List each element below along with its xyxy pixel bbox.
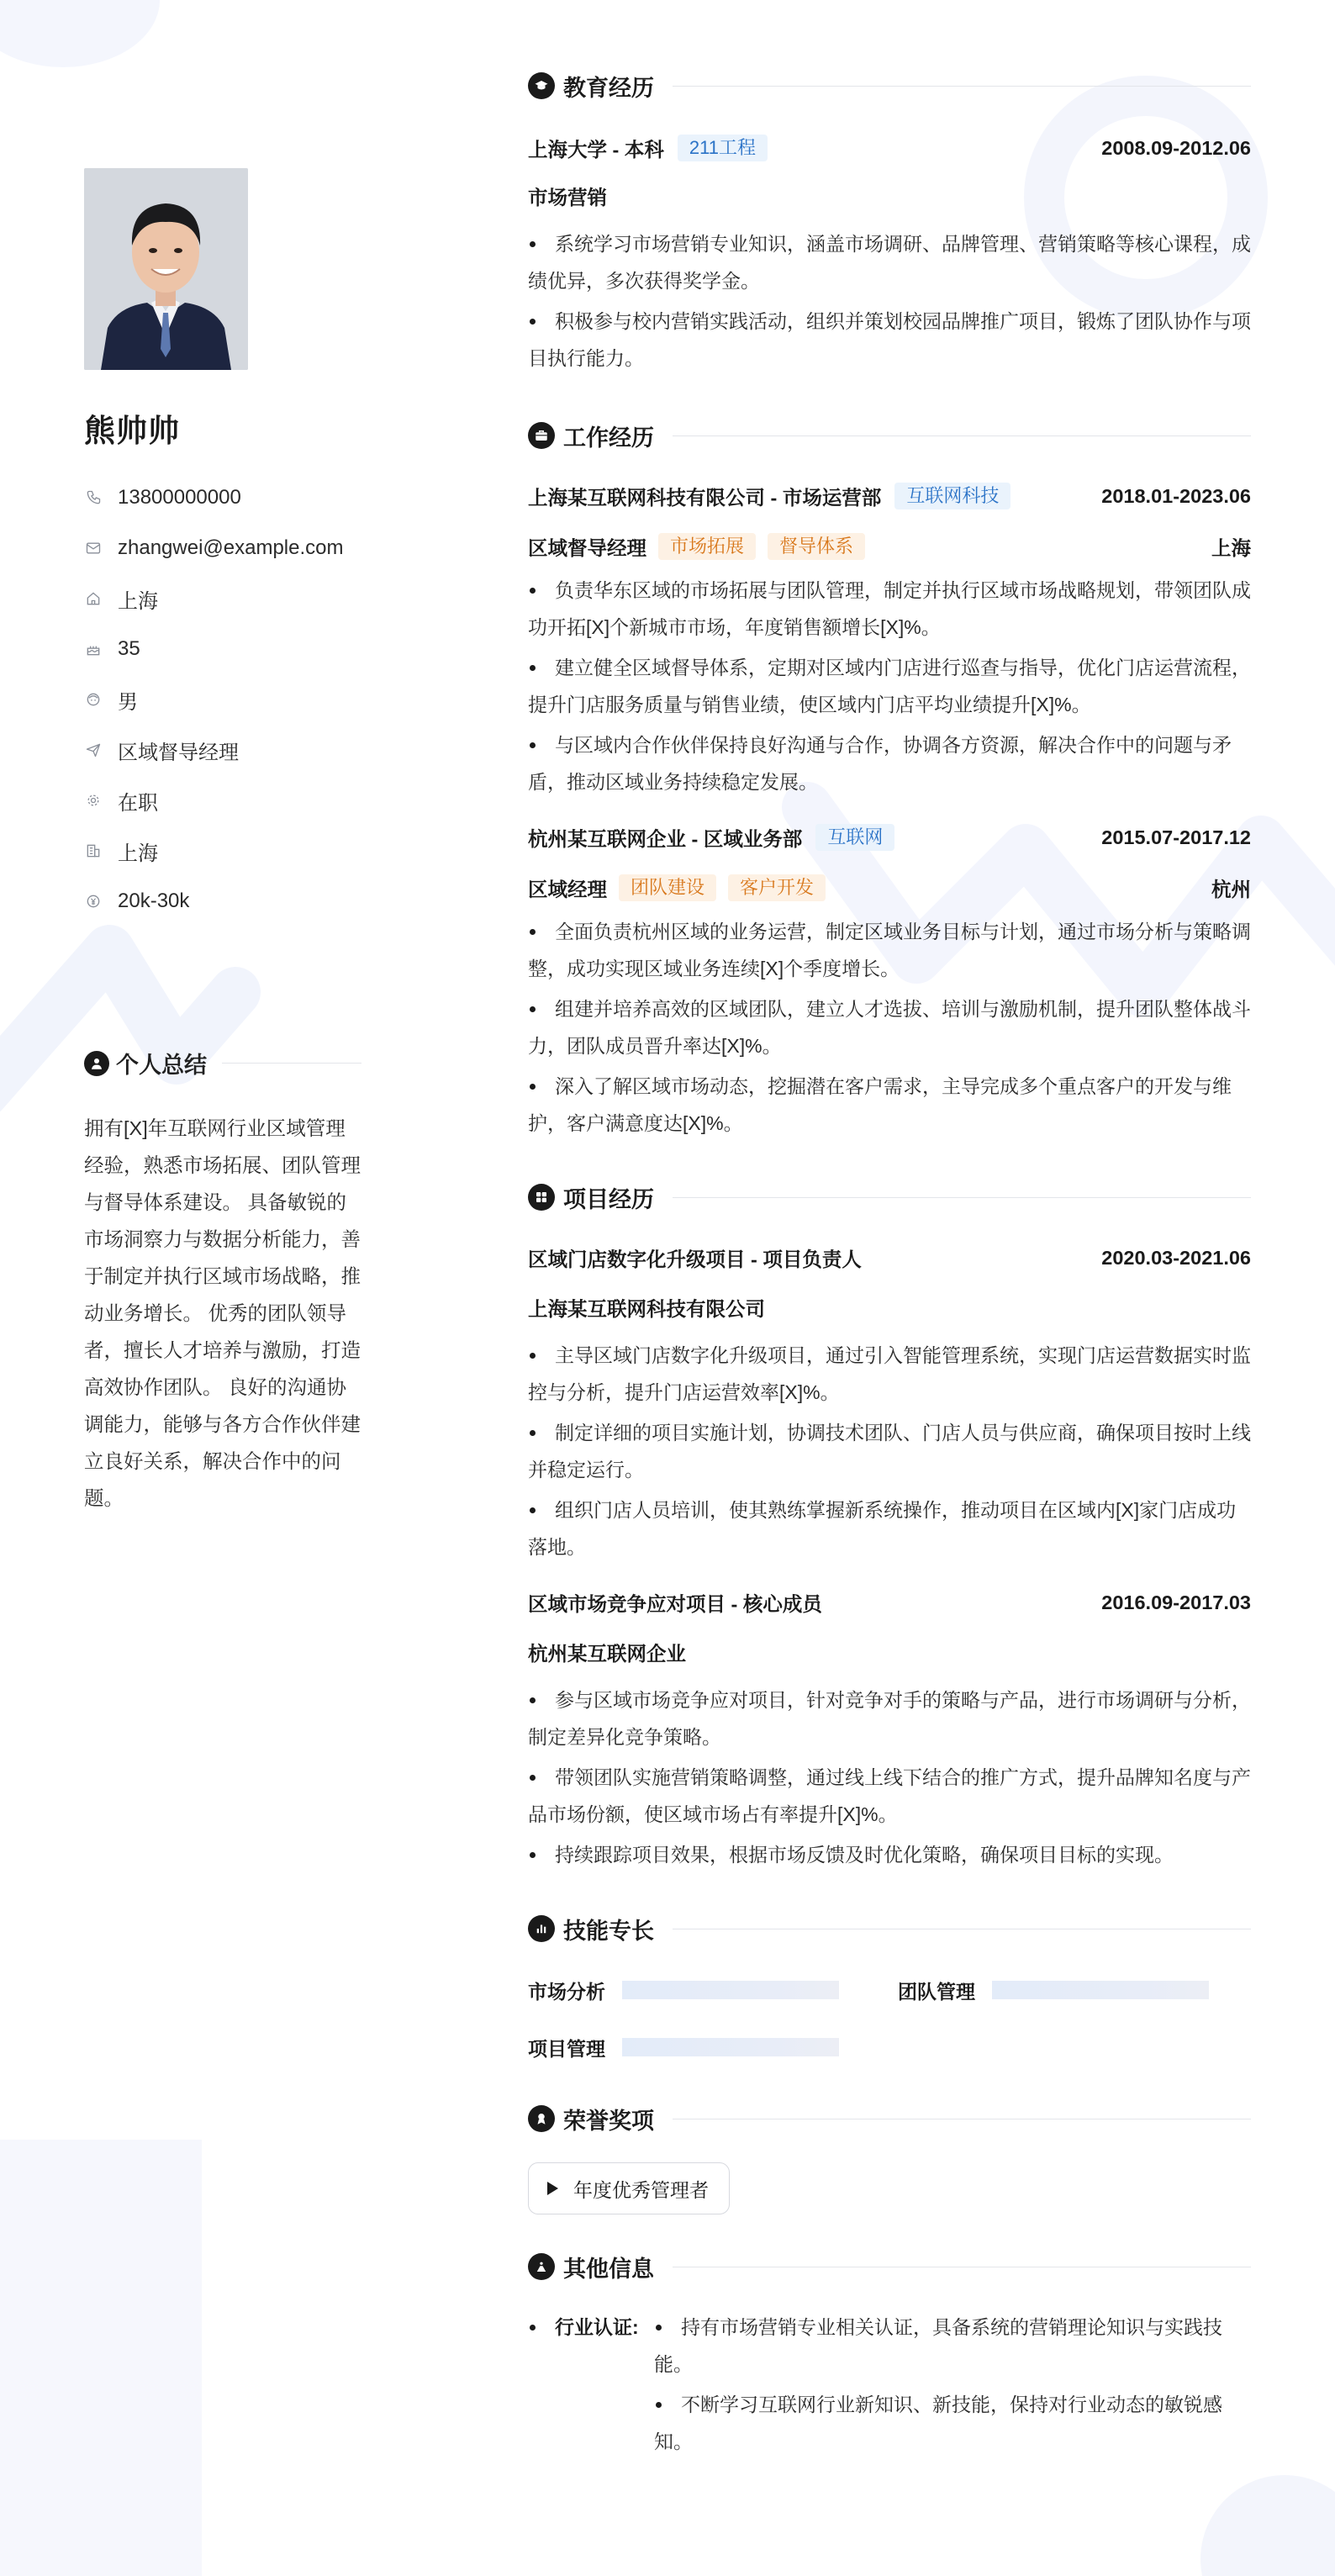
skills-title: 技能专长 — [563, 1918, 654, 1944]
grid-icon — [528, 1184, 555, 1211]
project-name: 区域门店数字化升级项目 - 项目负责人 — [528, 1248, 862, 1270]
other-list — [654, 2309, 1251, 2463]
status-icon — [84, 791, 103, 810]
education-school-row — [528, 134, 768, 162]
list-item: 深入了解区域市场动态，挖掘潜在客户需求，主导完成多个重点客户的开发与维护，客户满意度达[X]%。 — [528, 1068, 1251, 1142]
background-decoration — [0, 2140, 202, 2576]
list-item: 组织门店人员培训，使其熟练掌握新系统操作，推动项目在区域内[X]家门店成功落地。 — [528, 1491, 1251, 1565]
contact-age — [84, 624, 361, 674]
project-bullets — [528, 1337, 1251, 1565]
award-icon — [528, 2105, 555, 2132]
job-role-tag: 督导体系 — [768, 533, 865, 560]
skill-name: 项目管理 — [528, 2037, 605, 2060]
divider — [673, 435, 1251, 436]
job-role-group — [528, 874, 826, 902]
list-item: 持有市场营销专业相关认证，具备系统的营销理论知识与实践技能。 — [654, 2309, 1251, 2383]
education-school: 上海大学 - 本科 — [528, 139, 664, 161]
divider — [673, 86, 1251, 87]
project-org: 上海某互联网科技有限公司 — [528, 1298, 765, 1320]
divider — [673, 1197, 1251, 1198]
job-company-row — [528, 823, 894, 852]
candidate-name: 熊帅帅 — [84, 414, 180, 448]
job-role: 区域督导经理 — [528, 537, 646, 559]
contact-gender-value: 男 — [118, 690, 138, 714]
contact-position-value: 区域督导经理 — [118, 741, 239, 764]
summary-title: 个人总结 — [116, 1053, 207, 1078]
job-role-row — [528, 873, 1251, 903]
job-role-tag: 客户开发 — [728, 874, 826, 901]
avatar-illustration — [84, 168, 248, 370]
list-item: 全面负责杭州区域的业务运营，制定区域业务目标与计划，通过市场分析与策略调整，成功实现区域业务连续[X]个季度增长。 — [528, 913, 1251, 987]
bar-chart-icon — [528, 1915, 555, 1942]
send-icon — [84, 741, 103, 759]
job-city: 上海 — [1211, 537, 1251, 559]
job-date: 2015.07-2017.12 — [1101, 826, 1251, 848]
project-entry — [528, 1587, 1251, 1618]
list-item: 持续跟踪项目效果，根据市场反馈及时优化策略，确保项目目标的实现。 — [528, 1836, 1251, 1873]
honors-header — [528, 2100, 1251, 2137]
info-icon — [528, 2253, 555, 2280]
skill-item — [528, 2028, 898, 2067]
skill-name: 市场分析 — [528, 1980, 605, 2003]
list-item: 建立健全区域督导体系，定期对区域内门店进行巡查与指导，优化门店运营流程，提升门店服务质量与销售业绩，使区域内门店平均业绩提升[X]%。 — [528, 649, 1251, 723]
list-item: 制定详细的项目实施计划，协调技术团队、门店人员与供应商，确保项目按时上线并稳定运行。 — [528, 1414, 1251, 1488]
job-company: 上海某互联网科技有限公司 - 市场运营部 — [528, 487, 882, 509]
graduation-cap-icon — [528, 72, 555, 99]
mail-icon — [84, 539, 103, 557]
list-item: 与区域内合作伙伴保持良好沟通与合作，协调各方资源，解决合作中的问题与矛盾，推动区域业务持续稳定发展。 — [528, 726, 1251, 800]
honors-title: 荣誉奖项 — [563, 2108, 654, 2134]
work-header — [528, 417, 1251, 454]
projects-title: 项目经历 — [563, 1186, 654, 1212]
contact-email[interactable] — [84, 523, 361, 573]
home-icon — [84, 589, 103, 608]
list-item: 积极参与校内营销实践活动，组织并策划校园品牌推广项目，锻炼了团队协作与项目执行能力。 — [528, 303, 1251, 377]
contact-age-value: 35 — [118, 637, 140, 660]
skills-header — [528, 1910, 1251, 1947]
building-icon — [84, 842, 103, 860]
job-role: 区域经理 — [528, 879, 607, 900]
job-role-row — [528, 531, 1251, 562]
list-item: 参与区域市场竞争应对项目，针对竞争对手的策略与产品，进行市场调研与分析，制定差异化竞争策略。 — [528, 1681, 1251, 1755]
contact-salary — [84, 876, 361, 926]
contact-location-value: 上海 — [118, 589, 158, 613]
briefcase-icon — [528, 422, 555, 449]
contact-position — [84, 725, 361, 775]
contact-status-value: 在职 — [118, 791, 158, 815]
other-info — [528, 2309, 1251, 2463]
other-header — [528, 2248, 1251, 2285]
list-item: 系统学习市场营销专业知识，涵盖市场调研、品牌管理、营销策略等核心课程，成绩优异，多次获得奖学金。 — [528, 225, 1251, 299]
job-role-tag: 市场拓展 — [658, 533, 756, 560]
skill-level-bar — [992, 1981, 1209, 1999]
contact-gender — [84, 674, 361, 725]
education-header — [528, 67, 1251, 104]
award-item[interactable] — [528, 2162, 730, 2214]
phone-icon — [84, 488, 103, 507]
job-role-tag: 团队建设 — [619, 874, 716, 901]
education-bullets — [528, 225, 1251, 377]
skill-item — [528, 1971, 898, 2009]
job-entry — [528, 822, 1251, 853]
education-entry — [528, 133, 1251, 163]
contact-location — [84, 573, 361, 624]
skills-grid — [528, 1971, 1251, 2067]
contact-salary-value: 20k-30k — [118, 889, 190, 912]
job-city: 杭州 — [1211, 879, 1251, 900]
contact-email-value: zhangwei@example.com — [118, 536, 344, 559]
main-content — [528, 67, 1251, 2463]
yuan-icon — [84, 892, 103, 911]
job-company-row — [528, 482, 1010, 510]
education-date: 2008.09-2012.06 — [1101, 136, 1251, 159]
contact-list — [84, 472, 361, 926]
job-date: 2018.01-2023.06 — [1101, 484, 1251, 507]
job-bullets — [528, 572, 1251, 800]
list-item: 组建并培养高效的区域团队，建立人才选拔、培训与激励机制，提升团队整体战斗力，团队成员晋升率达[X]%。 — [528, 990, 1251, 1064]
work-title: 工作经历 — [563, 425, 654, 451]
project-org: 杭州某互联网企业 — [528, 1643, 686, 1665]
job-bullets — [528, 913, 1251, 1142]
skill-level-fill — [622, 2038, 839, 2056]
job-entry — [528, 481, 1251, 511]
background-decoration — [0, 0, 160, 67]
projects-header — [528, 1179, 1251, 1216]
contact-status — [84, 775, 361, 826]
other-title: 其他信息 — [563, 2256, 654, 2282]
divider — [222, 1063, 361, 1064]
list-item: 主导区域门店数字化升级项目，通过引入智能管理系统，实现门店运营数据实时监控与分析，提升门店运营效率[X]%。 — [528, 1337, 1251, 1411]
profile-photo — [84, 168, 248, 370]
education-major: 市场营销 — [528, 187, 607, 209]
list-item: 带领团队实施营销策略调整，通过线上线下结合的推广方式，提升品牌知名度与产品市场份额，使区域市场占有率提升[X]%。 — [528, 1759, 1251, 1833]
project-date: 2016.09-2017.03 — [1101, 1591, 1251, 1613]
contact-phone[interactable] — [84, 472, 361, 523]
job-industry-tag: 互联网 — [815, 824, 894, 851]
skill-level-bar — [622, 2038, 839, 2056]
user-icon — [84, 1051, 109, 1076]
job-company: 杭州某互联网企业 - 区域业务部 — [528, 828, 803, 850]
skill-item — [898, 1971, 1251, 2009]
skill-name: 团队管理 — [898, 1980, 975, 2003]
summary-text: 拥有[X]年互联网行业区域管理经验，熟悉市场拓展、团队管理与督导体系建设。 具备敏锐的市场洞察力与数据分析能力，善于制定并执行区域市场战略，推动业务增长。 优秀的团队领导者，擅长人才培养与激励，打造高效协作团队。 良好的沟通协调能力，能够与各方合作伙伴建立良好关系，解决合作中的问题。 — [84, 1117, 361, 1509]
contact-work-city-value: 上海 — [118, 842, 158, 865]
project-name: 区域市场竞争应对项目 - 核心成员 — [528, 1593, 822, 1615]
project-bullets — [528, 1681, 1251, 1873]
skill-level-bar — [622, 1981, 839, 1999]
cake-icon — [84, 640, 103, 658]
education-tag: 211工程 — [678, 135, 768, 161]
list-item: 负责华东区域的市场拓展与团队管理，制定并执行区域市场战略规划，带领团队成功开拓[X]个新城市市场，年度销售额增长[X]%。 — [528, 572, 1251, 646]
summary-header — [84, 1047, 361, 1079]
other-label: 行业认证: — [528, 2309, 654, 2463]
play-icon — [547, 2182, 558, 2195]
job-role-group — [528, 532, 865, 561]
skill-level-fill — [622, 1981, 839, 1999]
list-item: 不断学习互联网行业新知识、新技能，保持对行业动态的敏锐感知。 — [654, 2386, 1251, 2460]
sidebar — [84, 168, 361, 926]
education-title: 教育经历 — [563, 75, 654, 101]
project-date: 2020.03-2021.06 — [1101, 1246, 1251, 1269]
background-decoration — [1200, 2475, 1335, 2576]
gender-icon — [84, 690, 103, 709]
contact-phone-value: 13800000000 — [118, 486, 241, 509]
skill-level-fill — [992, 1981, 1209, 1999]
job-industry-tag: 互联网科技 — [894, 483, 1010, 509]
award-label: 年度优秀管理者 — [573, 2178, 709, 2201]
project-entry — [528, 1243, 1251, 1273]
contact-work-city — [84, 826, 361, 876]
